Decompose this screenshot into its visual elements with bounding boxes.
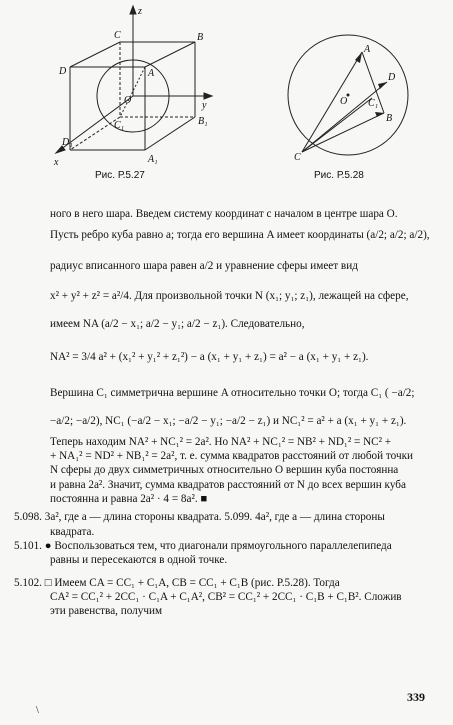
label-z: z <box>138 6 142 17</box>
text-line: x² + y² + z² = a²/4. Для произвольной точки N (x₁; y₁; z₁), лежащей на сфере, <box>50 289 409 302</box>
label-28-O: O <box>340 96 348 107</box>
figure-circle-vectors <box>282 0 412 175</box>
figure-27-caption: Рис. Р.5.27 <box>95 170 145 181</box>
text-line: радиус вписанного шара равен a/2 и уравнение сферы имеет вид <box>50 259 358 272</box>
label-D: D <box>59 66 67 77</box>
text-line: имеем NA (a/2 − x₁; a/2 − y₁; a/2 − z₁). Следовательно, <box>50 318 305 331</box>
label-x: x <box>54 157 59 168</box>
label-28-C: C <box>294 152 301 163</box>
answer-5-101: 5.101. ● Воспользоваться тем, что диагонали прямоугольного параллелепипеда <box>14 539 392 552</box>
corner-mark: \ <box>36 705 39 716</box>
answer-5-098: 5.098. 3a², где a — длина стороны квадрата. 5.099. 4a², где a — длина стороны <box>14 511 385 524</box>
label-B1: B₁ <box>198 116 208 127</box>
label-A: A <box>148 68 155 79</box>
label-28-A: A <box>364 44 371 55</box>
text-line: и равна 2a². Значит, сумма квадратов расстояний от N до всех вершин куба <box>50 478 406 491</box>
label-C1: C₁ <box>114 120 125 131</box>
label-28-B: B <box>386 113 393 124</box>
text-line: постоянна и равна 2a² · 4 = 8a². ■ <box>50 492 208 505</box>
label-O: O <box>124 95 132 106</box>
label-28-C1: C₁ <box>368 98 379 109</box>
answer-5-102: 5.102. □ Имеем CA = CC₁ + C₁A, CB = CC₁ + C₁B (рис. Р.5.28). Тогда <box>14 576 340 589</box>
label-C: C <box>114 30 121 41</box>
label-28-D: D <box>388 72 396 83</box>
solution-text <box>14 207 439 619</box>
figure-cube-sphere <box>30 0 220 175</box>
label-A1: A₁ <box>148 154 158 165</box>
figure-28-caption: Рис. Р.5.28 <box>314 170 364 181</box>
text-line: Теперь находим NA² + NC₁² = 2a². Но NA² + NC₁² = NB² + ND₁² = NC² + <box>50 435 392 448</box>
label-y: y <box>202 100 207 111</box>
text-line: ного в него шара. Введем систему координат с началом в центре шара O. <box>50 208 398 220</box>
text-line: CA² = CC₁² + 2CC₁ · C₁A + C₁A², CB² = CC₁² + 2CC₁ · C₁B + C₁B². Сложив <box>50 590 402 603</box>
text-line: + NA₁² = ND² + NB₁² = 2a², т. е. сумма квадратов расстояний от любой точки <box>50 449 414 462</box>
text-line: N сферы до двух симметричных относительно O вершин куба постоянна <box>50 464 399 477</box>
formula-line: NA² = 3/4 a² + (x₁² + y₁² + z₁²) − a (x₁ + y₁ + z₁) = a² − a (x₁ + y₁ + z₁). <box>50 350 369 363</box>
label-B: B <box>197 32 204 43</box>
text-line: квадрата. <box>50 525 95 538</box>
text-line: Пусть ребро куба равно a; тогда его вершина A имеет координаты (a/2; a/2; a/2), <box>50 229 430 242</box>
text-line: эти равенства, получим <box>50 605 163 618</box>
text-line: Вершина C₁ симметрична вершине A относительно точки O; тогда C₁ ( −a/2; <box>50 386 415 399</box>
text-line: −a/2; −a/2), NC₁ (−a/2 − x₁; −a/2 − y₁; −a/2 − z₁) и NC₁² = a² + a (x₁ + y₁ + z₁). <box>50 415 407 428</box>
page-number: 339 <box>407 690 425 704</box>
text-line: равны и пересекаются в одной точке. <box>50 554 228 567</box>
label-D1: D₁ <box>62 137 73 148</box>
